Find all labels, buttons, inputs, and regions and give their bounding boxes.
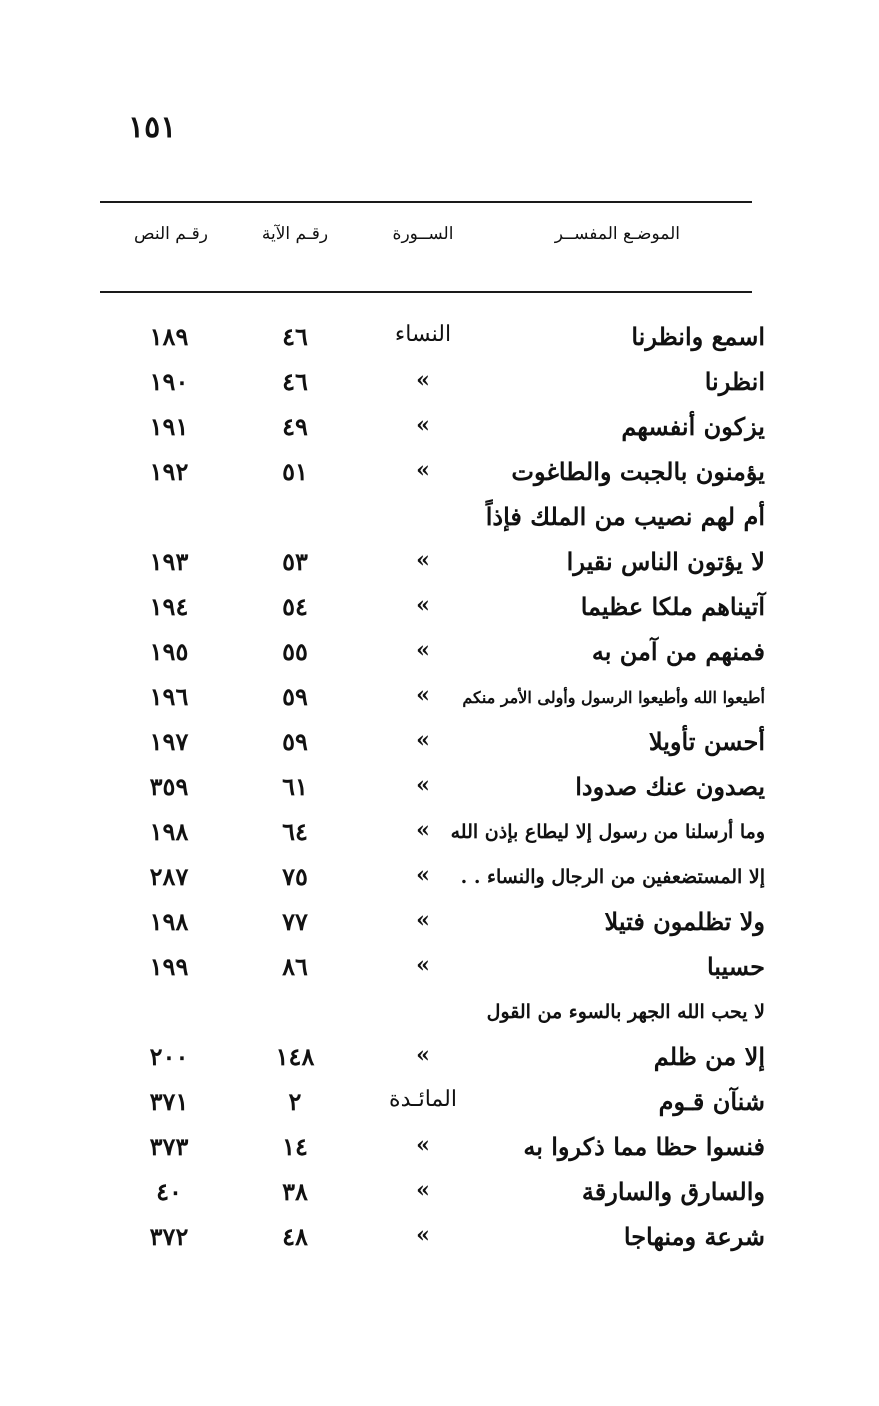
text-number-cell: ١٩٥ [149,637,189,666]
table-row [100,723,765,768]
text-number-cell: ١٩٦ [149,682,189,711]
text-number-cell: ٣٧٣ [149,1132,189,1161]
text-number-cell: ٣٧٢ [149,1222,189,1251]
text-number-cell: ٤٠ [156,1177,182,1206]
verse-cell: ٦٤ [282,817,308,846]
verse-cell: ١٤ [282,1132,308,1161]
verse-cell: ٢ [288,1087,302,1116]
verse-cell: ١٤٨ [275,1042,315,1071]
phrase-cell: لا يحب الله الجهر بالسوء من القول [486,1001,765,1023]
table-row [100,1038,765,1083]
table-row [100,948,765,993]
phrase-cell: ولا تظلمون فتيلا [604,907,765,936]
verse-cell: ٤٦ [282,322,308,351]
table-row [100,1218,765,1263]
verse-cell: ٤٨ [282,1222,308,1251]
table-row [100,408,765,453]
verse-cell: ٥٤ [282,592,308,621]
verse-cell: ٥٣ [282,547,308,576]
ditto-mark: » [416,727,430,753]
table-row [100,633,765,678]
top-rule [100,201,752,203]
table-row [100,363,765,408]
table-header [100,224,752,264]
text-number-cell: ٣٧١ [149,1087,189,1116]
surah-cell: النساء [394,322,452,347]
header-rule [100,291,752,293]
table-row [100,453,765,498]
header-phrase: الموضـع المفســر [554,224,680,244]
ditto-mark: » [416,772,430,798]
phrase-cell: يؤمنون بالجبت والطاغوت [511,457,765,486]
verse-cell: ٧٥ [282,862,308,891]
text-number-cell: ١٩١ [149,412,189,441]
phrase-cell: وما أرسلنا من رسول إلا ليطاع بإذن الله [450,821,765,843]
ditto-mark: » [416,637,430,663]
phrase-cell: أحسن تأويلا [648,727,765,756]
text-number-cell: ١٨٩ [149,322,189,351]
phrase-cell: يزكون أنفسهم [621,412,765,441]
phrase-cell: إلا المستضعفين من الرجال والنساء . . [460,866,765,888]
text-number-cell: ١٩٨ [149,907,189,936]
text-number-cell: ٢٠٠ [149,1042,189,1071]
phrase-cell: يصدون عنك صدودا [575,772,765,801]
phrase-cell: شنآن قـوم [658,1087,765,1116]
ditto-mark: » [416,1177,430,1203]
phrase-cell: أم لهم نصيب من الملك فإذاً [485,502,765,531]
text-number-cell: ٢٨٧ [149,862,189,891]
ditto-mark: » [416,412,430,438]
text-number-cell: ١٩٧ [149,727,189,756]
ditto-mark: » [416,907,430,933]
phrase-cell: إلا من ظلم [653,1042,765,1071]
surah-cell: المائـدة [389,1087,457,1112]
table-row [100,993,765,1038]
text-number-cell: ١٩٩ [149,952,189,981]
header-text-number: رقـم النص [134,224,208,244]
table-row [100,678,765,723]
ditto-mark: » [416,457,430,483]
verse-cell: ٣٨ [282,1177,308,1206]
phrase-cell: اسمع وانظرنا [631,322,765,351]
phrase-cell: شرعة ومنهاجا [623,1222,765,1251]
ditto-mark: » [416,862,430,888]
header-surah: الســورة [392,224,454,244]
table-row [100,318,765,363]
verse-cell: ٥٩ [282,727,308,756]
table-row [100,858,765,903]
verse-cell: ٦١ [282,772,308,801]
verse-cell: ٧٧ [282,907,308,936]
text-number-cell: ١٩٨ [149,817,189,846]
phrase-cell: والسارق والسارقة [581,1177,765,1206]
header-verse: رقـم الآية [261,224,329,244]
ditto-mark: » [416,952,430,978]
ditto-mark: » [416,1222,430,1248]
phrase-cell: فنسوا حظا مما ذكروا به [523,1132,765,1161]
ditto-mark: » [416,367,430,393]
verse-cell: ٥١ [282,457,308,486]
table-row [100,903,765,948]
table-row [100,768,765,813]
table-row [100,588,765,633]
verse-cell: ٤٩ [282,412,308,441]
phrase-cell: فمنهم من آمن به [591,637,765,666]
table-row [100,1083,765,1128]
text-number-cell: ٣٥٩ [149,772,189,801]
text-number-cell: ١٩٢ [149,457,189,486]
ditto-mark: » [416,547,430,573]
index-table [100,318,765,1263]
verse-cell: ٥٥ [282,637,308,666]
ditto-mark: » [416,1132,430,1158]
page-number: ١٥١ [128,110,177,145]
table-row [100,498,765,543]
ditto-mark: » [416,682,430,708]
phrase-cell: انظرنا [704,367,765,396]
ditto-mark: » [416,1042,430,1068]
phrase-cell: آتيناهم ملكا عظيما [580,592,765,621]
text-number-cell: ١٩٤ [149,592,189,621]
phrase-cell: حسيبا [706,952,765,981]
phrase-cell: أطيعوا الله وأطيعوا الرسول وأولى الأمر منكم [462,688,765,707]
text-number-cell: ١٩٠ [149,367,189,396]
text-number-cell: ١٩٣ [149,547,189,576]
verse-cell: ٥٩ [282,682,308,711]
verse-cell: ٨٦ [282,952,308,981]
table-row [100,543,765,588]
ditto-mark: » [416,817,430,843]
verse-cell: ٤٦ [282,367,308,396]
table-row [100,1128,765,1173]
table-row [100,813,765,858]
phrase-cell: لا يؤتون الناس نقيرا [566,547,765,576]
ditto-mark: » [416,592,430,618]
table-row [100,1173,765,1218]
